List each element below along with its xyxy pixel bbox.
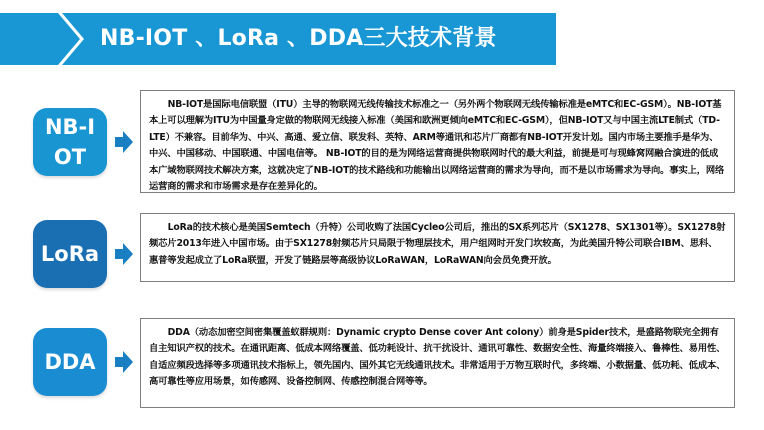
tag-nbiot [33,108,107,176]
tag-nbiot-label: NB-IOT [44,115,96,169]
lora-description-box [140,213,735,282]
page-title: NB-IOT 、LoRa 、DDA三大技术背景 [100,26,497,51]
dda-description: DDA（动态加密空间密集覆盖蚁群规则：Dynamic crypto Dense cover Ant colony）前身是Spider技术，是盛路物联完全拥有自主知识产权的技术。在通讯距离、低成本网络覆盖、低功耗设计、抗干扰设计、通讯可靠性、数据安全性、海量终端接入、鲁棒性、易用性、自适应频段选择等多项通讯技术指标上，领先国内、国外其它无线通讯技术。非常适用于万物互联时代，多终端、小数据量、低功耗、低成本、高可靠性等应用场景，如传感网、设备控制网、传感控制混合网等等。 [149,327,726,388]
tag-dda-label: DDA [44,350,96,374]
dda-description-box [140,318,735,408]
tag-lora-label: LoRa [40,242,100,266]
arrow-right-icon [115,131,133,153]
arrow-right-icon [115,243,133,265]
title-banner [0,13,560,65]
arrow-right-icon [115,351,133,373]
tag-lora [33,220,107,288]
nbiot-description-box [140,90,735,193]
tag-dda [33,328,107,396]
lora-description: LoRa的技术核心是美国Semtech（升特）公司收购了法国Cycleo公司后，推出的SX系列芯片（SX1278、SX1301等）。SX1278射频芯片2013年进入中国市场。由于SX1278射频芯片只局限于物理层技术，用户组网时开发门坎较高，为此美国升特公司联合IBM、思科、惠普等发起成立了LoRa联盟，开发了链路层等高级协议LoRaWAN，LoRaWAN向会员免费开放。 [149,222,726,266]
nbiot-description: NB-IOT是国际电信联盟（ITU）主导的物联网无线传输技术标准之一（另外两个物联网无线传输标准是eMTC和EC-GSM）。NB-IOT基本上可以理解为ITU为中国量身定做的物联网无线接入标准（美国和欧洲更倾向eMTC和EC-GSM），但NB-IOT又与中国主流LTE制式（TD-LTE）不兼容。目前华为、中兴、高通、爱立信、联发科、英特、ARM等通讯和芯片厂商都有NB-IOT开发计划。国内市场主要推手是华为、中兴、中国移动、中国联通、中国电信等。 NB-IOT的目的是为网络运营商提供物联网时代的最大利益，前提是可与现蜂窝网融合演进的低成本广域物联网技术解决方案，这就决定了NB-IOT的技术路线和功能输出以网络运营商的需求为导向，而不是以市场需求为导向。事实上，网络运营商的需求和市场需求是存在差异化的。 [149,99,725,193]
